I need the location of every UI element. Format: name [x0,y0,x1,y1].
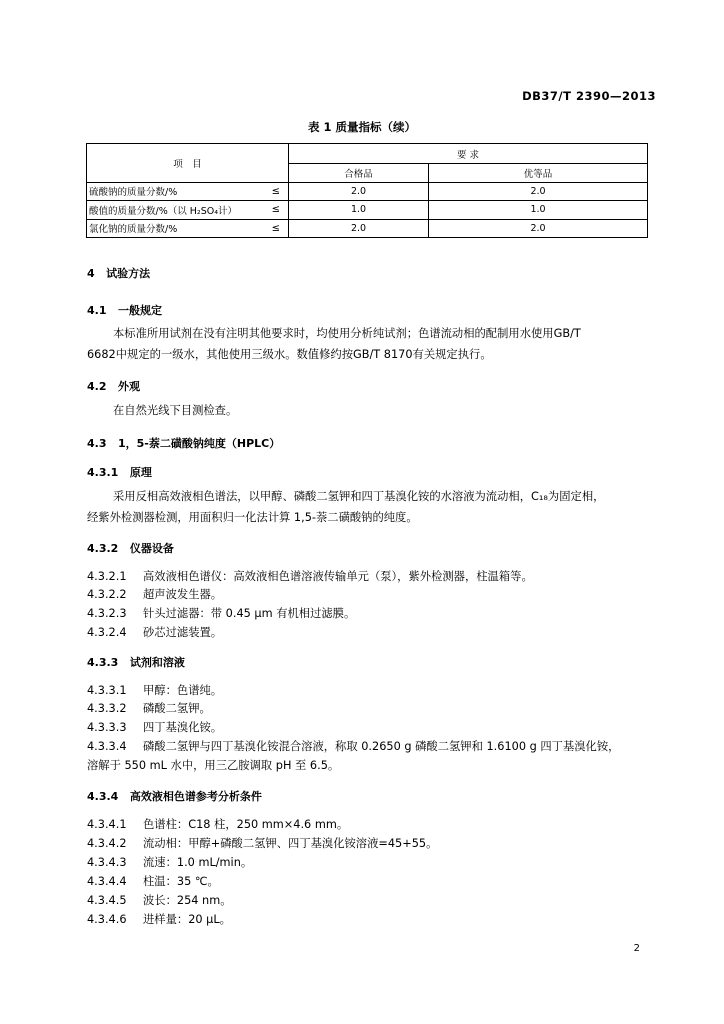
section-number: 4.3.3 [87,656,119,669]
section-heading [87,654,185,670]
section-number: 4.2 [87,380,107,393]
section-heading [87,378,140,394]
table-title: 表 1 质量指标（续） [307,120,416,134]
list-item [87,738,619,754]
item-text: 色谱柱：C18 柱，250 mm×4.6 mm。 [143,818,349,831]
table-row [87,201,648,220]
item-text: 四丁基溴化铵。 [143,721,223,734]
item-text: 高效液相色谱仪：高效液相色谱溶液传输单元（泵），紫外检测器，柱温箱等。 [143,570,533,583]
row-premium: 2.0 [429,219,648,238]
section-title: 仪器设备 [129,542,174,555]
row-premium: 2.0 [429,182,648,201]
item-number: 4.3.2.3 [87,607,127,620]
item-number: 4.3.2.1 [87,570,127,583]
item-text: 柱温：35 ℃。 [143,875,219,888]
section-number: 4.1 [87,304,107,317]
table-row [87,182,648,201]
section-heading [87,788,262,804]
section-number: 4.3.1 [87,466,119,479]
list-item [87,605,355,621]
section-number: 4.3.2 [87,542,119,555]
item-number: 4.3.2.2 [87,588,127,601]
item-text: 甲醇：色谱纯。 [143,684,223,697]
item-number: 4.3.4.3 [87,856,127,869]
list-item [87,873,219,889]
paragraph-line: 采用反相高效液相色谱法，以甲醇、磷酸二氢钾和四丁基溴化铵的水溶液为流动相，C₁₈为固定相， [113,490,605,503]
section-number: 4 [87,267,95,280]
header-requirement: 要 求 [289,144,648,164]
row-qualified: 2.0 [289,182,429,201]
section-heading [87,435,280,451]
list-item [87,586,222,602]
page-number: 2 [633,943,640,954]
row-item-cell [87,182,289,201]
header-qualified: 合格品 [289,164,429,183]
list-item [87,892,232,908]
item-text: 波长：254 nm。 [143,894,232,907]
section-title: 试剂和溶液 [129,656,185,669]
row-qualified: 1.0 [289,201,429,220]
list-item [87,682,222,698]
list-item [87,719,222,735]
item-number: 4.3.4.1 [87,818,127,831]
item-text: 流速：1.0 mL/min。 [143,856,253,869]
item-number: 4.3.2.4 [87,626,127,639]
quality-spec-table [86,143,648,238]
row-item-cell [87,201,289,220]
list-item [87,568,533,584]
section-number: 4.3.4 [87,790,119,803]
section-title: 1，5-萘二磺酸钠纯度（HPLC） [118,437,281,450]
item-text: 进样量：20 μL。 [143,913,231,926]
item-text: 针头过滤器：带 0.45 μm 有机相过滤膜。 [143,607,356,620]
item-number: 4.3.4.4 [87,875,127,888]
table-header-row [87,144,648,164]
paragraph-line: 经紫外检测器检测，用面积归一化法计算 1,5-萘二磺酸钠的纯度。 [87,511,418,524]
paragraph-line: 6682中规定的一级水，其他使用三级水。数值修约按GB/T 8170有关规定执行。 [87,348,492,361]
list-item [87,700,211,716]
section-heading [87,540,174,556]
header-item: 项 目 [87,144,289,183]
doc-code: DB37/T 2390—2013 [522,89,656,103]
table-row [87,219,648,238]
row-premium: 1.0 [429,201,648,220]
section-title: 高效液相色谱参考分析条件 [129,790,262,803]
item-text: 流动相：甲醇+磷酸二氢钾、四丁基溴化铵溶液=45+55。 [143,837,438,850]
item-text: 砂芯过滤装置。 [143,626,223,639]
item-number: 4.3.3.2 [87,702,127,715]
list-item [87,854,252,870]
row-name: 硫酸钠的质量分数/% [89,187,178,199]
header-premium: 优等品 [429,164,648,183]
row-name: 酸值的质量分数/%（以 H₂SO₄计） [89,205,238,217]
item-text: 超声波发生器。 [143,588,223,601]
row-qualified: 2.0 [289,219,429,238]
list-item-continuation: 溶解于 550 mL 水中，用三乙胺调取 pH 至 6.5。 [87,759,340,772]
item-number: 4.3.3.3 [87,721,127,734]
row-sign: ≤ [271,204,280,216]
item-text: 磷酸二氢钾与四丁基溴化铵混合溶液，称取 0.2650 g 磷酸二氢钾和 1.6100 g 四丁基溴化铵， [143,740,620,753]
item-number: 4.3.3.1 [87,684,127,697]
paragraph-line: 在自然光线下目测检查。 [113,404,238,417]
section-number: 4.3 [87,437,107,450]
row-item-cell [87,219,289,238]
section-heading [87,265,150,281]
item-number: 4.3.4.2 [87,837,127,850]
section-title: 外观 [118,380,140,393]
item-number: 4.3.3.4 [87,740,127,753]
paragraph-line: 本标准所用试剂在没有注明其他要求时，均使用分析纯试剂；色谱流动相的配制用水使用GB/T [113,327,581,340]
row-name: 氯化钠的质量分数/% [89,224,178,236]
list-item [87,911,231,927]
section-heading [87,302,162,318]
list-item [87,835,437,851]
list-item [87,816,348,832]
section-title: 一般规定 [118,304,162,317]
row-sign: ≤ [271,222,280,234]
section-title: 原理 [129,466,152,479]
item-number: 4.3.4.6 [87,913,127,926]
item-text: 磷酸二氢钾。 [143,702,211,715]
section-title: 试验方法 [106,267,151,280]
section-heading [87,464,152,480]
item-number: 4.3.4.5 [87,894,127,907]
row-sign: ≤ [271,185,280,197]
list-item [87,624,222,640]
